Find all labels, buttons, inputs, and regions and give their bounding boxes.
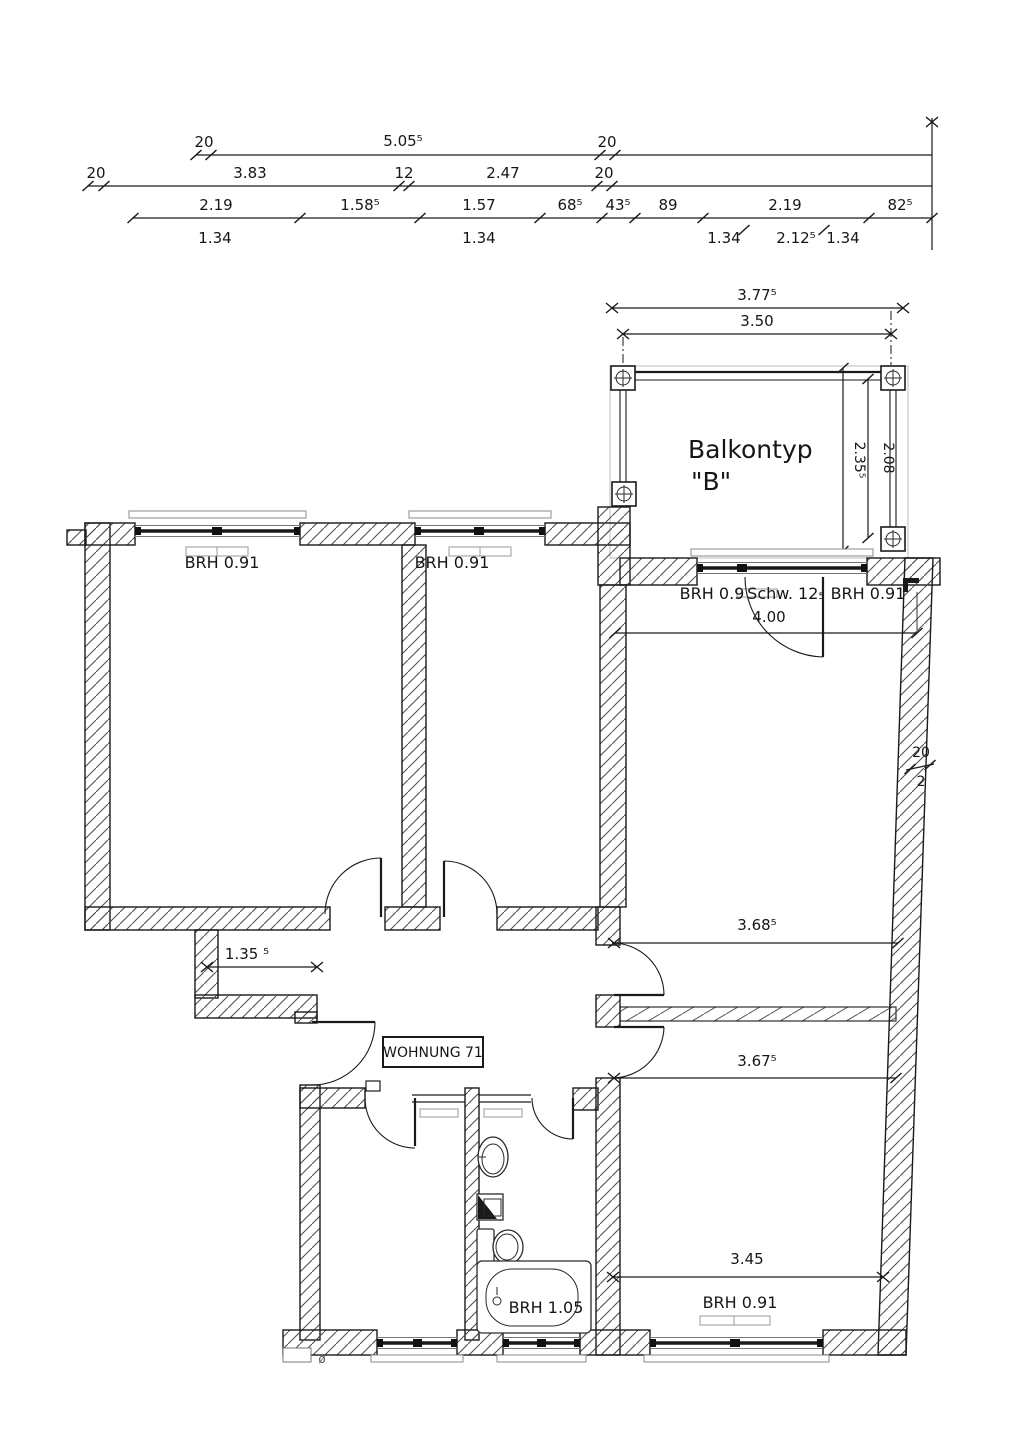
dim-label: 2 [916,774,926,790]
shaft [477,1194,503,1220]
dim-label: 3.77⁵ [737,286,777,304]
dim-label: 82⁵ [887,196,913,214]
dim-label: 68⁵ [557,196,583,214]
window-height-label: BRH 0.91 [184,553,260,572]
dim-label: 43⁵ [605,196,631,214]
door-upper-right-room [612,943,664,995]
dim-label: 3.83 [233,164,267,182]
dim-label: 2.35⁵ [851,441,867,479]
balcony-post [612,482,636,506]
dim-label: 2.19 [199,196,233,214]
wall-segment [497,907,598,930]
dim-label: 20 [594,164,614,182]
wall-segment [300,523,415,545]
door-apartment-entry [312,1022,380,1091]
balcony-post [881,366,905,390]
wall-right-exterior [878,558,933,1355]
wall-segment [596,907,620,945]
dim-label: 2.12⁵ [776,229,816,247]
exterior-step [283,1348,311,1362]
window-bathroom [497,1338,586,1363]
top-dimension-chains [83,117,939,250]
door-room2 [444,861,497,917]
dim-label: 1.34 [707,229,741,247]
dim-label: 20 [597,133,617,151]
dim-label: 89 [658,196,678,214]
dim-label: 12 [394,164,414,182]
balcony-type-label: Balkontyp [688,435,813,464]
wall-segment [385,907,440,930]
wall-segment [300,1085,320,1340]
wall-segment [596,1078,620,1355]
wall-segment [823,1330,906,1355]
balcony-post [611,366,635,390]
dim-label: 2.19 [768,196,802,214]
dim-label: 1.57 [462,196,496,214]
door-lower-right-room [612,1027,664,1078]
dim-label: 20 [912,745,930,761]
dim-label: 1.34 [462,229,496,247]
dim-label: 3.50 [740,312,774,330]
window-height-label: BRH 1.05 [508,1298,584,1317]
door-bathroom [532,1098,573,1139]
window-bottom-right-room [644,1316,829,1362]
wall-room-divider [402,545,426,907]
door-bottom-left-room [365,1098,415,1148]
wall-partition [620,1007,896,1021]
toilet [477,1229,523,1265]
window-bottom-left-room [371,1338,463,1363]
dim-label: 3.67⁵ [737,1052,777,1070]
dim-label: 1.58⁵ [340,196,380,214]
bathtub [477,1261,591,1333]
wall-segment [195,930,218,998]
dim-label: 2.47 [486,164,520,182]
wall-left-exterior [85,523,110,930]
door-room1 [325,858,381,917]
dim-label: 1.34 [826,229,860,247]
window-height-label: BRH 0.91 [830,584,906,603]
wall-segment [300,1088,365,1108]
threshold-label: Schw. 12₅ [747,584,825,603]
dim-label: 3.68⁵ [737,916,777,934]
dim-label: 5.05⁵ [383,132,423,150]
balcony [606,286,909,558]
wall-segment [620,558,697,585]
wall-segment [67,530,86,545]
dim-label: 1.34 [198,229,232,247]
dim-label: 20 [194,133,214,151]
apartment-label-box [383,1037,483,1067]
wall-segment [85,907,330,930]
dim-label: 2.08 [880,442,896,474]
wall-segment [580,1330,650,1355]
dim-label: 3.45 [730,1250,764,1268]
balcony-post [881,527,905,551]
interior-window-a [412,1095,465,1117]
dim-label: 4.00 [752,608,786,626]
wall-segment [457,1330,503,1355]
wall-segment [596,995,620,1027]
window-height-label: BRH 0.9 [679,584,745,603]
wall-segment [85,523,135,545]
sink [478,1137,508,1177]
drain-symbol: ø [318,1352,326,1366]
interior-window-b [479,1095,531,1117]
balcony-type-label: "B" [691,467,732,496]
window-room1 [129,511,306,556]
window-height-label: BRH 0.91 [702,1293,778,1312]
dim-label: 1.35 ⁵ [224,945,270,963]
apartment-number-label: WOHNUNG 71 [383,1045,483,1061]
dim-label: 20 [86,164,106,182]
wall-segment [573,1088,598,1110]
room-labels [185,553,906,1366]
window-room2 [409,511,551,556]
window-height-label: BRH 0.91 [414,553,490,572]
